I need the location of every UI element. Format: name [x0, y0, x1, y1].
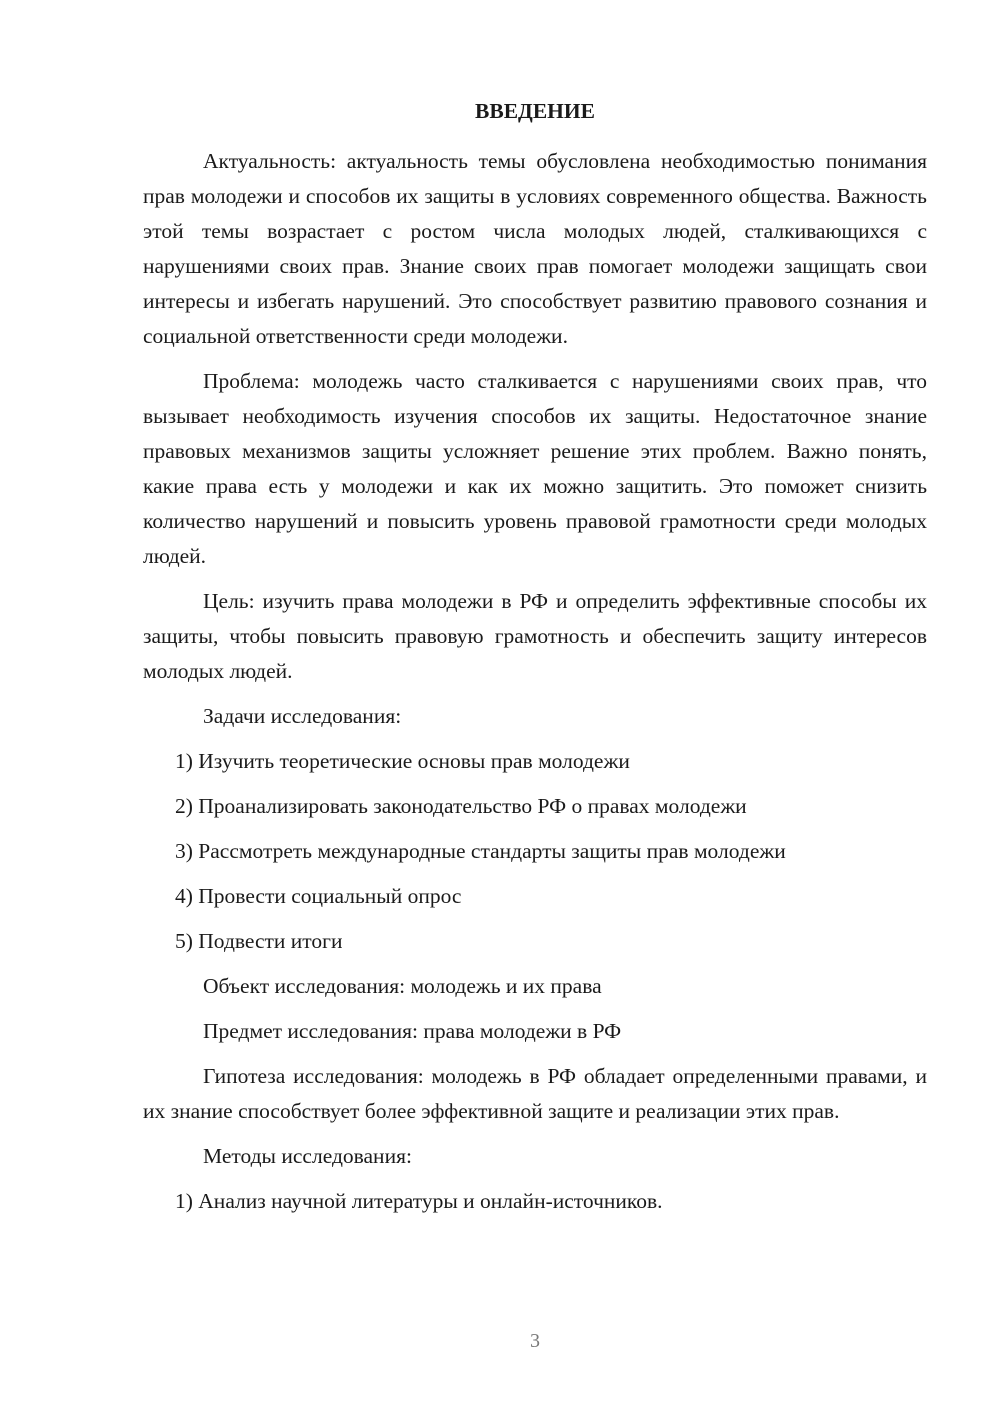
page-number: 3 — [530, 1330, 540, 1352]
problem-paragraph: Проблема: молодежь часто сталкивается с нарушениями своих прав, что вызывает необходимость изучения способов их защиты. Недостаточное знание правовых механизмов защиты усложняет решение этих проблем. Важно понять, какие права есть у молодежи и как их можно защитить. Это поможет снизить количество нарушений и повысить уровень правовой грамотности среди молодых людей. — [143, 369, 927, 568]
methods-list — [143, 1184, 927, 1219]
methods-title: Методы исследования: — [203, 1144, 412, 1168]
task-item: 4) Провести социальный опрос — [175, 884, 462, 908]
relevance-paragraph: Актуальность: актуальность темы обусловлена необходимостью понимания прав молодежи и способов их защиты в условиях современного общества. Важность этой темы возрастает с ростом числа молодых людей, сталкивающихся с нарушениями своих прав. Знание своих прав помогает молодежи защищать свои интересы и избегать нарушений. Это способствует развитию правового сознания и социальной ответственности среди молодежи. — [143, 149, 927, 348]
document-page — [143, 94, 927, 1229]
task-item: 2) Проанализировать законодательство РФ о правах молодежи — [175, 794, 747, 818]
hypothesis-paragraph: Гипотеза исследования: молодежь в РФ обладает определенными правами, и их знание способствует более эффективной защите и реализации этих прав. — [143, 1064, 927, 1123]
tasks-list — [143, 744, 927, 959]
section-heading: ВВЕДЕНИЕ — [475, 99, 595, 123]
tasks-title: Задачи исследования: — [203, 704, 402, 728]
task-item: 1) Изучить теоретические основы прав молодежи — [175, 749, 630, 773]
research-subject: Предмет исследования: права молодежи в РФ — [203, 1019, 622, 1043]
goal-paragraph: Цель: изучить права молодежи в РФ и определить эффективные способы их защиты, чтобы повысить правовую грамотность и обеспечить защиту интересов молодых людей. — [143, 589, 927, 683]
task-item: 3) Рассмотреть международные стандарты защиты прав молодежи — [175, 839, 786, 863]
research-object: Объект исследования: молодежь и их права — [203, 974, 602, 998]
method-item: 1) Анализ научной литературы и онлайн-источников. — [175, 1189, 663, 1213]
task-item: 5) Подвести итоги — [175, 929, 343, 953]
